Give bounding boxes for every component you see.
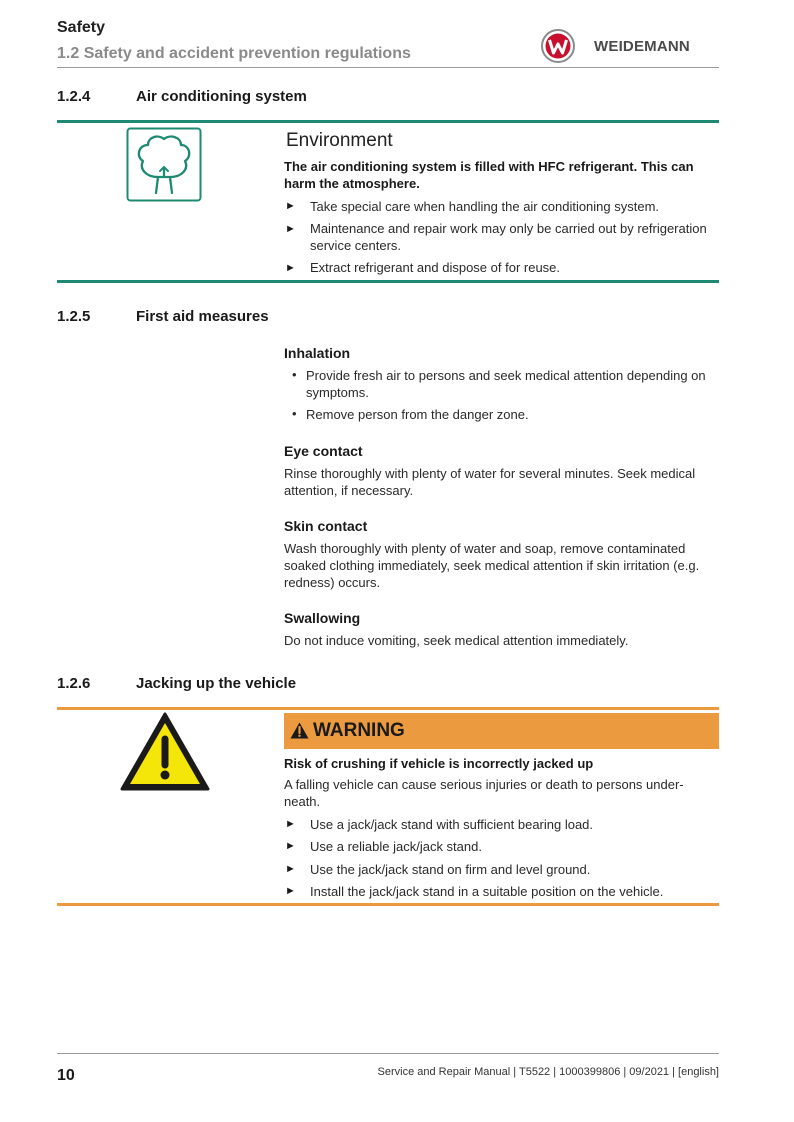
arrow-right-icon: ►	[285, 885, 296, 897]
environment-box-bottom-rule	[57, 280, 719, 283]
chapter-title: Safety	[57, 19, 106, 36]
eye-contact-text: Rinse thoroughly with plenty of water for several minutes. Seek medical attention, if necessary.	[284, 466, 696, 498]
section-number: 1.2.5	[57, 308, 91, 325]
step-text: Maintenance and repair work may only be carried out by refrigeration service centers.	[310, 221, 707, 253]
subheading-swallowing: Swallowing	[284, 610, 361, 626]
brand-name: WEIDEMANN	[594, 38, 690, 55]
arrow-right-icon: ►	[285, 200, 296, 212]
environment-intro: The air conditioning system is filled with HFC refrigerant. This can harm the atmosphere.	[284, 159, 694, 191]
step-text: Install the jack/jack stand in a suitable position on the vehicle.	[310, 884, 664, 899]
skin-contact-text: Wash thoroughly with plenty of water and soap, remove contaminated soaked clothing immediately, seek medical attention if skin irritation (e.g. redness) occurs.	[284, 541, 700, 590]
inhalation-item: Provide fresh air to persons and seek medical attention depending on symptoms.	[306, 368, 706, 400]
swallowing-text: Do not induce vomiting, seek medical attention immediately.	[284, 633, 629, 648]
section-title: First aid measures	[136, 308, 269, 325]
section-number: 1.2.6	[57, 675, 91, 692]
arrow-right-icon: ►	[285, 223, 296, 235]
document-info: Service and Repair Manual | T5522 | 1000399806 | 09/2021 | [english]	[377, 1066, 719, 1078]
subheading-inhalation: Inhalation	[284, 345, 351, 361]
step-text: Use a jack/jack stand with sufficient bearing load.	[310, 817, 594, 832]
arrow-right-icon: ►	[285, 840, 296, 852]
brand-logo	[541, 29, 721, 63]
tree-icon	[126, 127, 202, 202]
warning-box-bottom-rule	[57, 903, 719, 906]
weidemann-logo-icon	[541, 29, 575, 63]
section-title: Air conditioning system	[136, 88, 307, 105]
warning-banner	[284, 713, 719, 749]
subheading-skin-contact: Skin contact	[284, 518, 368, 534]
warning-label: WARNING	[313, 720, 405, 741]
chapter-subtitle: 1.2 Safety and accident prevention regulations	[57, 45, 411, 62]
section-number: 1.2.4	[57, 88, 91, 105]
header-divider	[57, 67, 719, 68]
warning-description: A falling vehicle can cause serious injuries or death to persons under- neath.	[284, 777, 684, 809]
arrow-right-icon: ►	[285, 818, 296, 830]
bullet-dot: •	[292, 367, 297, 382]
environment-box-top-rule	[57, 120, 719, 123]
warning-small-icon	[290, 722, 309, 739]
warning-box-top-rule	[57, 707, 719, 710]
bullet-dot: •	[292, 406, 297, 421]
subheading-eye-contact: Eye contact	[284, 443, 363, 459]
page-number: 10	[57, 1067, 75, 1084]
step-text: Use a reliable jack/jack stand.	[310, 839, 482, 854]
step-text: Use the jack/jack stand on firm and level ground.	[310, 862, 591, 877]
arrow-right-icon: ►	[285, 863, 296, 875]
warning-risk: Risk of crushing if vehicle is incorrectly jacked up	[284, 756, 594, 771]
inhalation-item: Remove person from the danger zone.	[306, 407, 529, 422]
warning-triangle-icon	[119, 711, 211, 792]
section-title: Jacking up the vehicle	[136, 675, 297, 692]
arrow-right-icon: ►	[285, 262, 296, 274]
step-text: Extract refrigerant and dispose of for reuse.	[310, 260, 561, 275]
footer-divider	[57, 1053, 719, 1054]
step-text: Take special care when handling the air conditioning system.	[310, 199, 660, 214]
environment-heading: Environment	[286, 130, 393, 151]
